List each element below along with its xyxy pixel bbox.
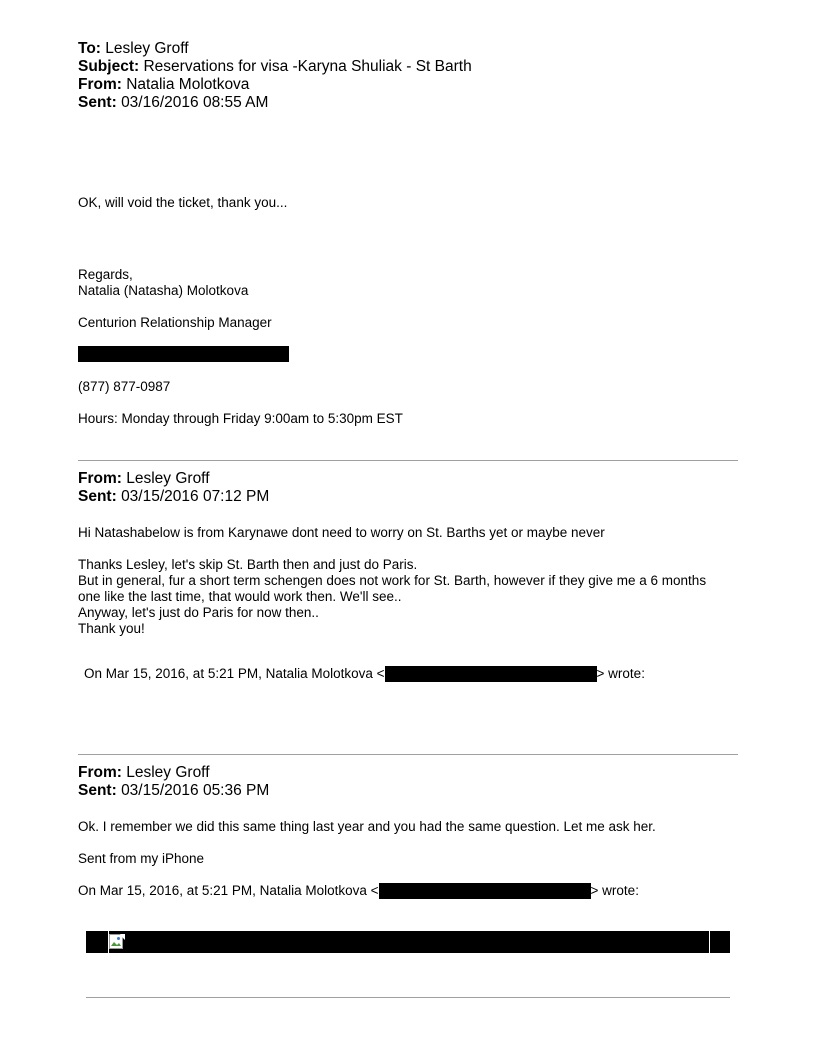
email2-quoted-body bbox=[78, 557, 738, 637]
from-line bbox=[78, 76, 472, 94]
redacted-email bbox=[385, 666, 597, 682]
from-value: Natalia Molotkova bbox=[126, 76, 250, 93]
quote-prefix: On Mar 15, 2016, at 5:21 PM, Natalia Molotkova < bbox=[84, 666, 385, 681]
sent-value: 03/16/2016 08:55 AM bbox=[121, 94, 269, 111]
email2-line: Thank you! bbox=[78, 621, 145, 636]
email2-line: one like the last time, that would work then. We'll see.. bbox=[78, 589, 402, 604]
from-label: From: bbox=[78, 764, 122, 781]
email1-header bbox=[78, 40, 472, 112]
divider bbox=[78, 754, 738, 755]
redacted-email bbox=[379, 883, 591, 899]
sent-value: 03/15/2016 05:36 PM bbox=[121, 782, 270, 799]
hours: Hours: Monday through Friday 9:00am to 5:30pm EST bbox=[78, 411, 403, 426]
sent-label: Sent: bbox=[78, 488, 117, 505]
subject-value: Reservations for visa -Karyna Shuliak - St Barth bbox=[143, 58, 472, 75]
redacted-banner bbox=[86, 931, 730, 953]
email3-quote-attribution bbox=[78, 883, 639, 899]
quote-suffix: > wrote: bbox=[590, 883, 639, 898]
signature-name: Natalia (Natasha) Molotkova bbox=[78, 283, 249, 298]
email2-header bbox=[78, 470, 269, 506]
from-line bbox=[78, 470, 269, 488]
subject-label: Subject: bbox=[78, 58, 140, 75]
divider bbox=[78, 460, 738, 461]
sent-value: 03/15/2016 07:12 PM bbox=[121, 488, 270, 505]
sent-line bbox=[78, 94, 472, 112]
email3-line: Ok. I remember we did this same thing last year and you had the same question. Let me ask her. bbox=[78, 819, 656, 834]
to-value: Lesley Groff bbox=[105, 40, 189, 57]
from-value: Lesley Groff bbox=[126, 470, 210, 487]
from-line bbox=[78, 764, 269, 782]
sent-label: Sent: bbox=[78, 94, 117, 111]
email2-line: But in general, fur a short term schengen does not work for St. Barth, however if they give me a 6 months bbox=[78, 573, 707, 588]
redaction-block bbox=[78, 346, 289, 362]
email2-line: Hi Natashabelow is from Karynawe dont need to worry on St. Barths yet or maybe never bbox=[78, 525, 605, 540]
to-line bbox=[78, 40, 472, 58]
email3-line: Sent from my iPhone bbox=[78, 851, 205, 866]
signature-title: Centurion Relationship Manager bbox=[78, 315, 272, 330]
to-label: To: bbox=[78, 40, 101, 57]
regards: Regards, bbox=[78, 267, 133, 282]
email1-body: OK, will void the ticket, thank you... bbox=[78, 195, 288, 210]
from-label: From: bbox=[78, 470, 122, 487]
email2-line: Thanks Lesley, let's skip St. Barth then and just do Paris. bbox=[78, 557, 418, 572]
divider bbox=[86, 997, 730, 998]
sent-label: Sent: bbox=[78, 782, 117, 799]
sent-line bbox=[78, 782, 269, 800]
banner-inner bbox=[108, 931, 710, 953]
phone: (877) 877-0987 bbox=[78, 379, 171, 394]
email3-header bbox=[78, 764, 269, 800]
sent-line bbox=[78, 488, 269, 506]
quote-suffix: > wrote: bbox=[596, 666, 645, 681]
email2-line: Anyway, let's just do Paris for now then.. bbox=[78, 605, 319, 620]
email2-quote-attribution bbox=[84, 666, 645, 682]
broken-image-icon bbox=[109, 934, 125, 950]
quote-prefix: On Mar 15, 2016, at 5:21 PM, Natalia Molotkova < bbox=[78, 883, 379, 898]
from-value: Lesley Groff bbox=[126, 764, 210, 781]
subject-line bbox=[78, 58, 472, 76]
from-label: From: bbox=[78, 76, 122, 93]
